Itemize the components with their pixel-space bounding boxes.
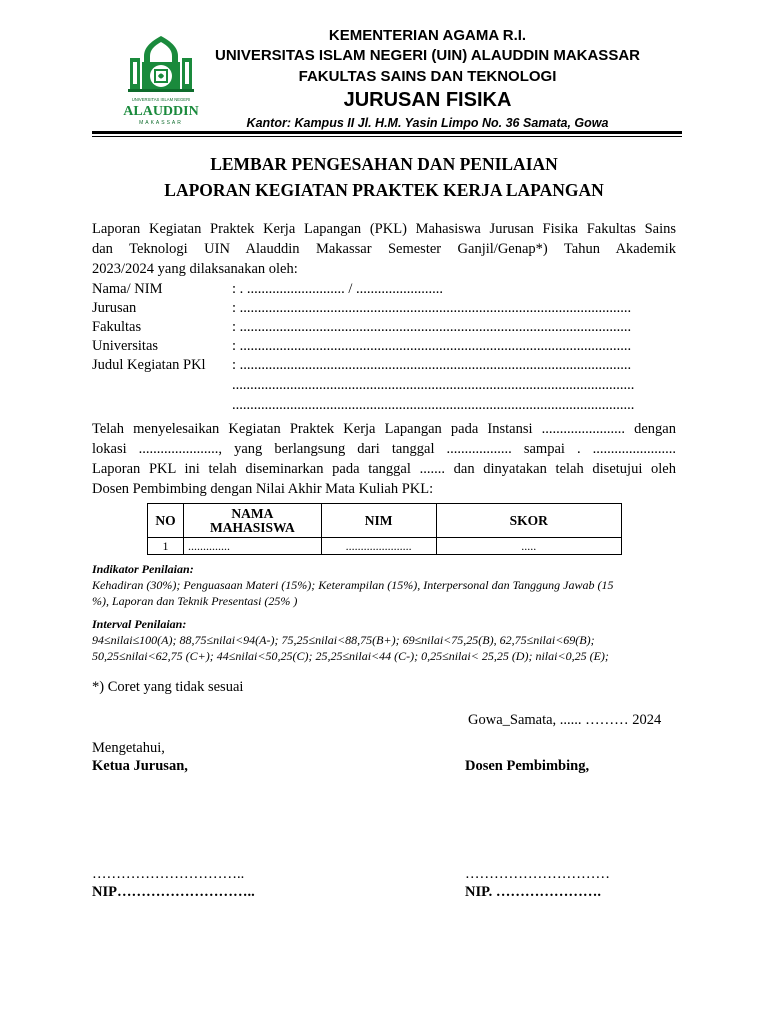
indicators-heading: Indikator Penilaian: bbox=[92, 562, 194, 576]
dosen-pembimbing-label: Dosen Pembimbing, bbox=[465, 758, 590, 774]
intervals-line: 50,25≤nilai<62,75 (C+); 44≤nilai<50,25(C); 25,25≤nilai<44 (C-); 0,25≤nilai< 25,25 (D); nilai<0,25 (E); bbox=[92, 649, 609, 663]
field-jurusan bbox=[92, 298, 631, 318]
completion-line: lokasi ......................, yang berlangsung dari tanggal .................. sampai . ....................... bbox=[92, 441, 676, 457]
field-value: ............................................................................................................... bbox=[232, 377, 635, 393]
mengetahui-label: Mengetahui, bbox=[92, 740, 165, 756]
document-subtitle: LAPORAN KEGIATAN PRAKTEK KERJA LAPANGAN bbox=[164, 180, 604, 200]
indicators-line: %), Laporan dan Teknik Presentasi (25% ) bbox=[92, 594, 298, 608]
office-address: Kantor: Kampus II Jl. H.M. Yasin Limpo No. 36 Samata, Gowa bbox=[246, 116, 609, 130]
table-row bbox=[148, 538, 622, 555]
cell-skor: ..... bbox=[436, 538, 621, 555]
cell-nama: .............. bbox=[183, 538, 321, 555]
intervals-line: 94≤nilai≤100(A); 88,75≤nilai<94(A-); 75,25≤nilai<88,75(B+); 69≤nilai<75,25(B), 62,75≤nilai<69(B); bbox=[92, 633, 595, 647]
university-name: UNIVERSITAS ISLAM NEGERI (UIN) ALAUDDIN MAKASSAR bbox=[214, 47, 640, 64]
field-label: Fakultas bbox=[92, 319, 142, 335]
header-nama-mahasiswa bbox=[183, 504, 321, 538]
score-table-header bbox=[148, 504, 622, 538]
completion-line: Telah menyelesaikan Kegiatan Praktek Kerja Lapangan pada Instansi ....................... dengan bbox=[92, 421, 676, 437]
field-value: : ............................................................................................................ bbox=[232, 300, 632, 316]
ketua-name-line: ………………………….. bbox=[92, 866, 245, 882]
logo-toptext: UNIVERSITAS ISLAM NEGERI bbox=[131, 97, 191, 102]
completion-line: Dosen Pembimbing dengan Nilai Akhir Mata Kuliah PKL: bbox=[92, 481, 434, 497]
field-nama-nim bbox=[92, 279, 443, 299]
field-value: ............................................................................................................... bbox=[232, 397, 635, 413]
field-label: Nama/ NIM bbox=[92, 281, 163, 297]
field-value: : ............................................................................................................ bbox=[232, 357, 632, 373]
letterhead-text bbox=[200, 26, 655, 132]
footnote: *) Coret yang tidak sesuai bbox=[92, 679, 244, 695]
intervals-text bbox=[92, 632, 676, 664]
ketua-jurusan-label: Ketua Jurusan, bbox=[92, 758, 188, 774]
ministry-name: KEMENTERIAN AGAMA R.I. bbox=[328, 27, 527, 44]
dosen-nip: NIP. …………………. bbox=[465, 884, 602, 900]
field-judul-kegiatan bbox=[92, 355, 631, 375]
dosen-name-line: ………………………… bbox=[465, 866, 610, 882]
letterhead-rule-thin bbox=[92, 136, 682, 137]
intro-line: 2023/2024 yang dilaksanakan oleh: bbox=[92, 261, 298, 277]
field-judul-continuation bbox=[232, 395, 634, 415]
logo-subtext: MAKASSAR bbox=[139, 120, 183, 126]
intro-paragraph bbox=[92, 219, 676, 279]
field-value: : ............................................................................................................ bbox=[232, 319, 632, 335]
field-label: Universitas bbox=[92, 338, 159, 354]
document-title: LEMBAR PENGESAHAN DAN PENILAIAN bbox=[210, 154, 558, 174]
indicators-text bbox=[92, 577, 676, 609]
completion-paragraph bbox=[92, 419, 676, 499]
letterhead bbox=[0, 0, 768, 140]
place-date: Gowa_Samata, ...... ……… 2024 bbox=[468, 712, 662, 728]
cell-nim: ...................... bbox=[321, 538, 436, 555]
intro-line: Laporan Kegiatan Praktek Kerja Lapangan (PKL) Mahasiswa Jurusan Fisika Fakultas Sains bbox=[92, 221, 676, 237]
header-nama-line: NAMA bbox=[231, 505, 274, 521]
cell-no: 1 bbox=[148, 538, 184, 555]
field-value: : . ........................... / ........................ bbox=[232, 281, 444, 297]
intro-line: dan Teknologi UIN Alauddin Makassar Semester Ganjil/Genap*) Tahun Akademik bbox=[92, 241, 676, 257]
header-no: NO bbox=[148, 504, 184, 538]
header-nim: NIM bbox=[321, 504, 436, 538]
field-value: : ............................................................................................................ bbox=[232, 338, 632, 354]
header-nama-line: MAHASISWA bbox=[209, 519, 295, 535]
indicators-line: Kehadiran (30%); Penguasaan Materi (15%); Keterampilan (15%), Interpersonal dan Tanggung Jawab (15 bbox=[92, 578, 614, 592]
faculty-name: FAKULTAS SAINS DAN TEKNOLOGI bbox=[298, 68, 557, 85]
field-label: Judul Kegiatan PKl bbox=[92, 357, 206, 373]
ketua-nip: NIP……………………….. bbox=[92, 884, 255, 900]
field-universitas bbox=[92, 336, 631, 356]
header-skor: SKOR bbox=[436, 504, 621, 538]
intervals-heading: Interval Penilaian: bbox=[92, 617, 187, 631]
score-table bbox=[147, 503, 622, 555]
field-judul-continuation bbox=[232, 375, 634, 395]
field-fakultas bbox=[92, 317, 631, 337]
letterhead-rule-thick bbox=[92, 131, 682, 134]
uin-alauddin-logo bbox=[120, 32, 202, 128]
logo-text: ALAUDDIN bbox=[123, 104, 199, 119]
department-name: JURUSAN FISIKA bbox=[343, 89, 512, 111]
field-label: Jurusan bbox=[92, 300, 137, 316]
completion-line: Laporan PKL ini telah diseminarkan pada tanggal ....... dan dinyatakan telah disetujui oleh bbox=[92, 461, 676, 477]
